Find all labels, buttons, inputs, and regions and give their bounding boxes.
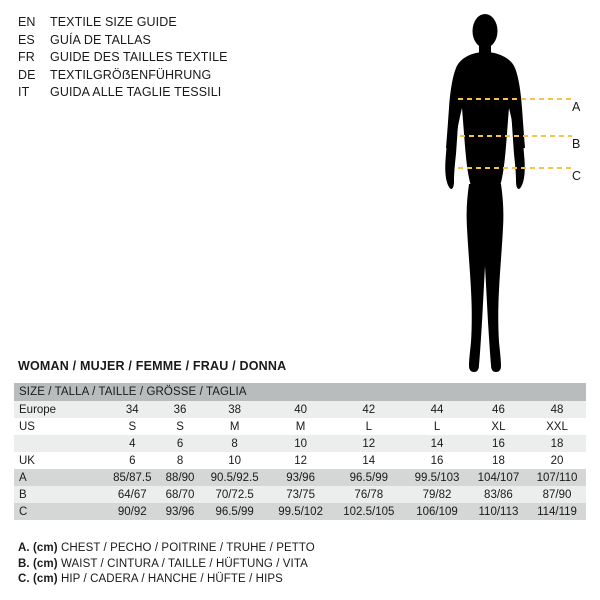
table-row <box>14 503 586 520</box>
cell: M <box>229 420 240 433</box>
cell: 85/87.5 <box>113 471 152 484</box>
language-text: GUIDA ALLE TAGLIE TESSILI <box>50 85 222 99</box>
cell: 99.5/103 <box>414 471 460 484</box>
language-text: GUÍA DE TALLAS <box>50 32 151 47</box>
row-header: Europe <box>19 403 57 416</box>
row-header: C <box>19 505 28 518</box>
cell: 20 <box>550 454 564 467</box>
cell: 110/113 <box>478 505 519 518</box>
language-row <box>18 67 318 85</box>
cell: 18 <box>492 454 505 467</box>
table-row <box>14 401 586 418</box>
legend-key: C. (cm) <box>18 573 58 585</box>
cell: 48 <box>550 403 564 416</box>
cell: XL <box>491 420 506 433</box>
cell: 10 <box>228 454 242 467</box>
language-row <box>18 14 318 32</box>
measure-label-b: B <box>572 137 581 151</box>
language-code: IT <box>18 85 30 99</box>
cell: 34 <box>125 403 139 416</box>
cell: 96.5/99 <box>349 471 388 484</box>
legend-row <box>18 557 315 573</box>
cell: 99.5/102 <box>278 505 323 518</box>
cell: 114/119 <box>537 505 577 518</box>
cell: 76/78 <box>354 488 384 501</box>
language-row <box>18 49 318 67</box>
table-row <box>14 435 586 452</box>
measurement-legend <box>18 541 315 588</box>
language-code: ES <box>18 32 35 47</box>
cell: 18 <box>550 437 564 450</box>
woman-silhouette-icon <box>410 8 600 378</box>
cell: 96.5/99 <box>215 505 254 518</box>
figure-area <box>410 8 600 378</box>
cell: 16 <box>430 454 444 467</box>
table-row <box>14 469 586 486</box>
cell: 104/107 <box>477 471 520 484</box>
cell: 79/82 <box>422 488 452 501</box>
cell: 90/92 <box>117 505 147 518</box>
language-row <box>18 84 318 102</box>
cell: 46 <box>492 403 505 416</box>
table-row <box>14 418 586 435</box>
language-row <box>18 32 318 50</box>
cell: 42 <box>362 403 376 416</box>
cell: 14 <box>430 437 444 450</box>
cell: 14 <box>362 454 376 467</box>
cell: 64/67 <box>117 488 147 501</box>
legend-text: CHEST / PECHO / POITRINE / TRUHE / PETTO <box>60 542 315 554</box>
cell: 107/110 <box>536 471 578 484</box>
table-row <box>14 452 586 469</box>
cell: 6 <box>176 437 184 450</box>
size-table <box>14 383 586 520</box>
cell: 10 <box>294 437 307 450</box>
cell: 8 <box>176 454 184 467</box>
language-list <box>18 14 318 102</box>
language-text: TEXTILGRÖẞENFÜHRUNG <box>50 67 212 82</box>
cell: 12 <box>294 454 307 467</box>
cell: 16 <box>492 437 505 450</box>
row-header: B <box>19 488 27 501</box>
row-header <box>14 435 105 452</box>
table-title: SIZE / TALLA / TAILLE / GRÖSSE / TAGLIA <box>19 386 247 398</box>
cell: 83/86 <box>484 488 513 501</box>
cell: 88/90 <box>165 471 195 484</box>
language-code: DE <box>18 67 36 82</box>
legend-row <box>18 541 315 557</box>
legend-row <box>18 572 315 588</box>
language-text: GUIDE DES TAILLES TEXTILE <box>50 50 228 64</box>
cell: S <box>128 420 137 433</box>
cell: M <box>295 420 306 433</box>
table-row <box>14 486 586 503</box>
cell: 4 <box>129 437 136 450</box>
cell: 36 <box>173 403 187 416</box>
cell: 93/96 <box>165 505 195 518</box>
legend-key: B. (cm) <box>18 557 58 570</box>
section-heading-woman: WOMAN / MUJER / FEMME / FRAU / DONNA <box>18 359 287 373</box>
cell: 6 <box>129 454 136 467</box>
cell: 8 <box>231 437 238 450</box>
cell: 73/75 <box>286 488 315 501</box>
cell: 93/96 <box>286 471 315 484</box>
cell: 40 <box>294 403 307 416</box>
cell: L <box>433 420 441 433</box>
row-header: US <box>19 420 35 433</box>
cell: S <box>176 420 184 433</box>
cell: 106/109 <box>416 505 458 518</box>
cell: 87/90 <box>542 488 572 501</box>
cell: 70/72.5 <box>215 488 254 501</box>
cell: 90.5/92.5 <box>210 471 259 484</box>
legend-text: HIP / CADERA / HANCHE / HÜFTE / HIPS <box>60 573 283 585</box>
row-header: UK <box>19 454 35 467</box>
cell: 68/70 <box>165 488 195 501</box>
cell: 38 <box>228 403 242 416</box>
cell: 102.5/105 <box>343 505 395 518</box>
cell: 12 <box>362 437 376 450</box>
language-text: TEXTILE SIZE GUIDE <box>50 15 177 29</box>
cell: XXL <box>546 420 568 433</box>
legend-key: A. (cm) <box>18 542 58 554</box>
cell: L <box>365 420 373 433</box>
measure-label-a: A <box>572 100 581 114</box>
row-header: A <box>19 471 27 484</box>
language-code: FR <box>18 50 35 64</box>
cell: 44 <box>430 403 444 416</box>
legend-text: WAIST / CINTURA / TAILLE / HÜFTUNG / VITA <box>60 557 308 570</box>
table-title-row <box>14 383 586 401</box>
measure-label-c: C <box>572 169 582 183</box>
language-code: EN <box>18 15 36 29</box>
